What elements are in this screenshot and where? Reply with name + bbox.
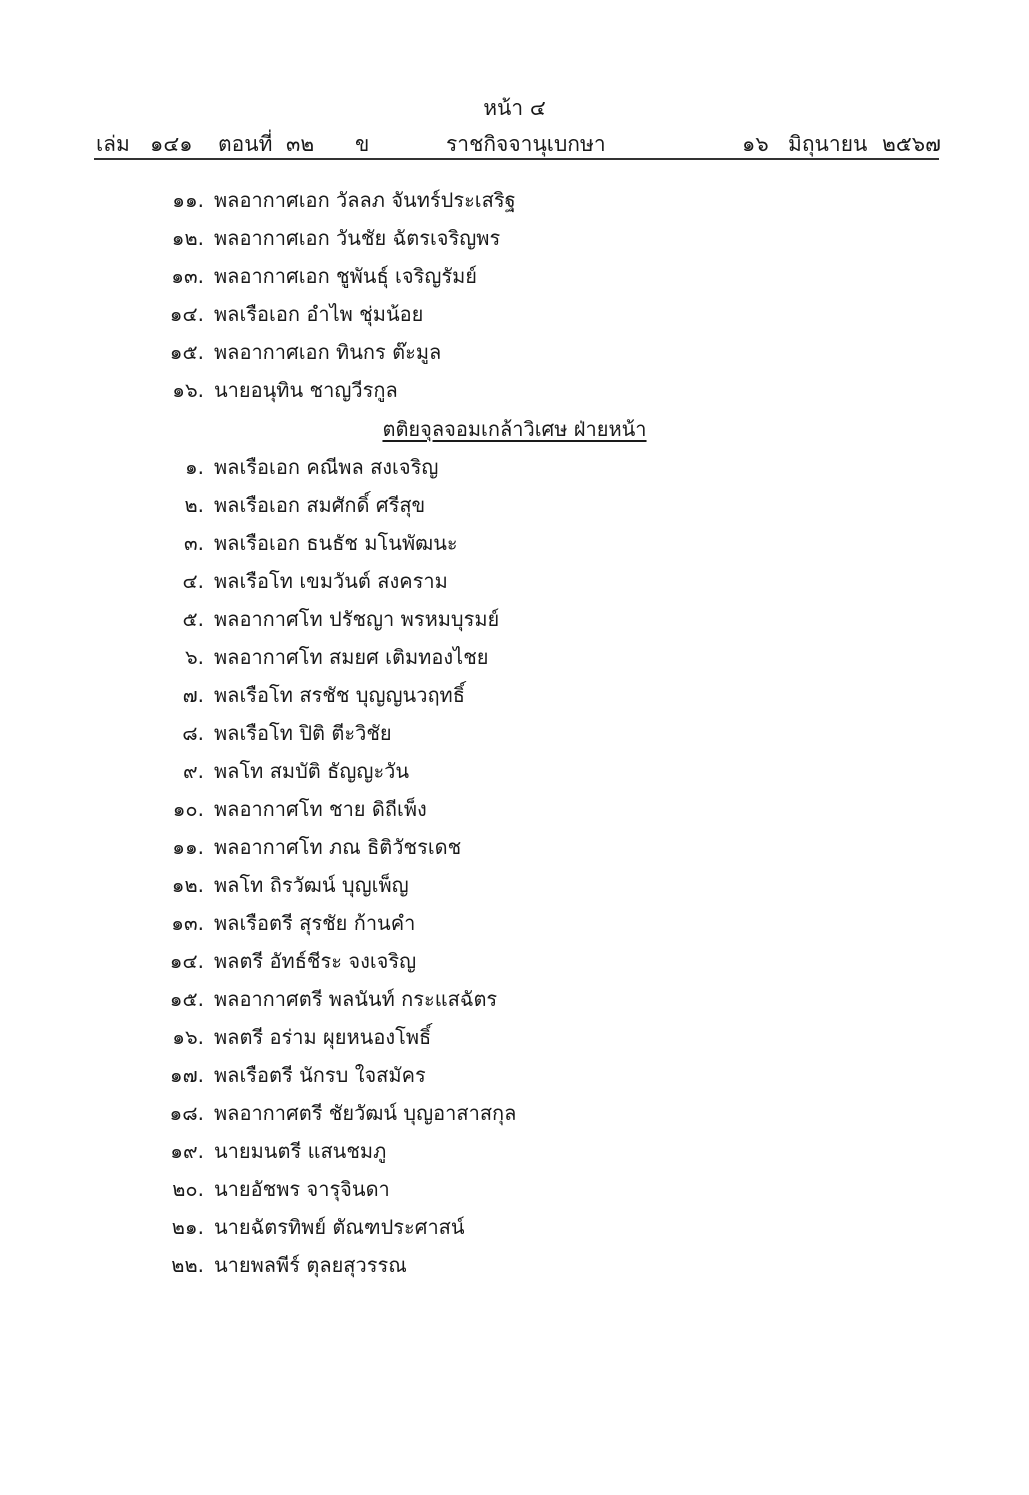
item-number: ๗. [182, 683, 204, 707]
list-item [0, 527, 1029, 559]
item-name: พลเรือตรี นักรบ ใจสมัคร [214, 1063, 426, 1087]
item-number: ๑๓. [171, 911, 204, 935]
list-item [0, 184, 1029, 216]
list-item [0, 222, 1029, 254]
item-name: พลเรือเอก อำไพ ชุ่มน้อย [214, 302, 424, 326]
item-number: ๑๒. [171, 873, 204, 897]
issue-label: ตอนที่ [218, 132, 273, 156]
item-name: พลอากาศโท สมยศ เติมทองไชย [214, 645, 489, 669]
item-number: ๒๐. [172, 1177, 204, 1201]
item-number: ๑๐. [172, 797, 204, 821]
item-name: พลเรือโท เขมวันต์ สงคราม [214, 569, 448, 593]
issue-suffix: ข [355, 132, 370, 156]
item-number: ๑๑. [172, 188, 204, 212]
list-item [0, 489, 1029, 521]
item-number: ๑๕. [169, 987, 204, 1011]
list-item [0, 1249, 1029, 1281]
item-number: ๑๓. [171, 264, 204, 288]
gazette-title: ราชกิจจานุเบกษา [446, 132, 606, 156]
item-number: ๑๖. [172, 1025, 204, 1049]
list-item [0, 907, 1029, 939]
volume-number: ๑๔๑ [150, 132, 193, 156]
item-number: ๒๑. [171, 1215, 204, 1239]
list-item [0, 603, 1029, 635]
list-item [0, 374, 1029, 406]
item-number: ๓. [183, 531, 204, 555]
item-name: พลอากาศเอก ทินกร ต๊ะมูล [214, 340, 442, 364]
list-item [0, 1173, 1029, 1205]
item-name: นายพลพีร์ ตุลยสุวรรณ [214, 1253, 407, 1277]
item-number: ๒๒. [171, 1253, 204, 1277]
list-item [0, 565, 1029, 597]
item-number: ๑๔. [169, 949, 204, 973]
item-number: ๑๗. [169, 1063, 204, 1087]
volume-label: เล่ม [96, 132, 130, 156]
date-day: ๑๖ [742, 132, 769, 156]
item-name: พลอากาศโท ภณ ธิติวัชรเดช [214, 835, 462, 859]
header-divider [94, 158, 939, 160]
list-item [0, 641, 1029, 673]
list-item [0, 1021, 1029, 1053]
list-item [0, 983, 1029, 1015]
list-item [0, 869, 1029, 901]
list-item [0, 717, 1029, 749]
item-number: ๑๔. [169, 302, 204, 326]
list-item [0, 755, 1029, 787]
item-name: พลโท สมบัติ ธัญญะวัน [214, 759, 410, 783]
item-name: พลอากาศตรี พลนันท์ กระแสฉัตร [214, 987, 498, 1011]
item-name: พลเรือเอก สมศักดิ์ ศรีสุข [214, 493, 426, 517]
item-name: พลอากาศโท ชาย ดิถีเพ็ง [214, 797, 427, 821]
list-item [0, 336, 1029, 368]
item-number: ๑๕. [169, 340, 204, 364]
item-name: พลตรี อร่าม ผุยหนองโพธิ์ [214, 1025, 432, 1049]
item-name: พลอากาศเอก วันชัย ฉัตรเจริญพร [214, 226, 501, 250]
item-number: ๒. [184, 493, 204, 517]
list-item [0, 793, 1029, 825]
item-number: ๑๑. [172, 835, 204, 859]
list-item [0, 679, 1029, 711]
item-number: ๕. [182, 607, 204, 631]
list-item [0, 1097, 1029, 1129]
date-year: ๒๕๖๗ [882, 132, 941, 156]
page-number: หน้า ๔ [483, 96, 546, 120]
item-name: พลอากาศเอก ชูพันธุ์ เจริญรัมย์ [214, 264, 478, 288]
item-name: พลอากาศตรี ชัยวัฒน์ บุญอาสาสกุล [214, 1101, 517, 1125]
item-number: ๑๒. [171, 226, 204, 250]
item-name: พลเรือโท ปิติ ตีะวิชัย [214, 721, 392, 745]
list-item [0, 945, 1029, 977]
item-number: ๙. [182, 759, 204, 783]
section-heading: ตติยจุลจอมเกล้าวิเศษ ฝ่ายหน้า [382, 417, 647, 441]
date-month: มิถุนายน [788, 132, 868, 156]
item-name: พลเรือเอก ธนธัช มโนพัฒนะ [214, 531, 458, 555]
item-name: พลอากาศเอก วัลลภ จันทร์ประเสริฐ [214, 188, 516, 212]
item-number: ๑๖. [172, 378, 204, 402]
gazette-header [96, 128, 941, 158]
item-name: นายมนตรี แสนชมภู [214, 1139, 387, 1163]
item-name: นายฉัตรทิพย์ ตัณฑประศาสน์ [214, 1215, 465, 1239]
list-item [0, 1135, 1029, 1167]
issue-number: ๓๒ [286, 132, 315, 156]
list-item [0, 451, 1029, 483]
item-name: พลอากาศโท ปรัชญา พรหมบุรมย์ [214, 607, 500, 631]
item-name: พลเรือตรี สุรชัย ก้านคำ [214, 911, 416, 935]
item-number: ๑๘. [169, 1101, 204, 1125]
item-number: ๔. [182, 569, 204, 593]
item-number: ๘. [182, 721, 204, 745]
list-item [0, 1059, 1029, 1091]
item-name: พลเรือโท สรชัช บุญญนวฤทธิ์ [214, 683, 465, 707]
item-number: ๑๙. [170, 1139, 204, 1163]
item-name: นายอนุทิน ชาญวีรกูล [214, 378, 398, 402]
item-name: พลเรือเอก คณีพล สงเจริญ [214, 455, 439, 479]
list-item [0, 1211, 1029, 1243]
item-number: ๑. [184, 455, 204, 479]
list-item [0, 298, 1029, 330]
item-name: พลตรี อัทธ์ชีระ จงเจริญ [214, 949, 417, 973]
list-item [0, 831, 1029, 863]
list-item [0, 260, 1029, 292]
item-name: นายอัชพร จารุจินดา [214, 1177, 390, 1201]
item-number: ๖. [184, 645, 204, 669]
item-name: พลโท ถิรวัฒน์ บุญเพ็ญ [214, 873, 409, 897]
